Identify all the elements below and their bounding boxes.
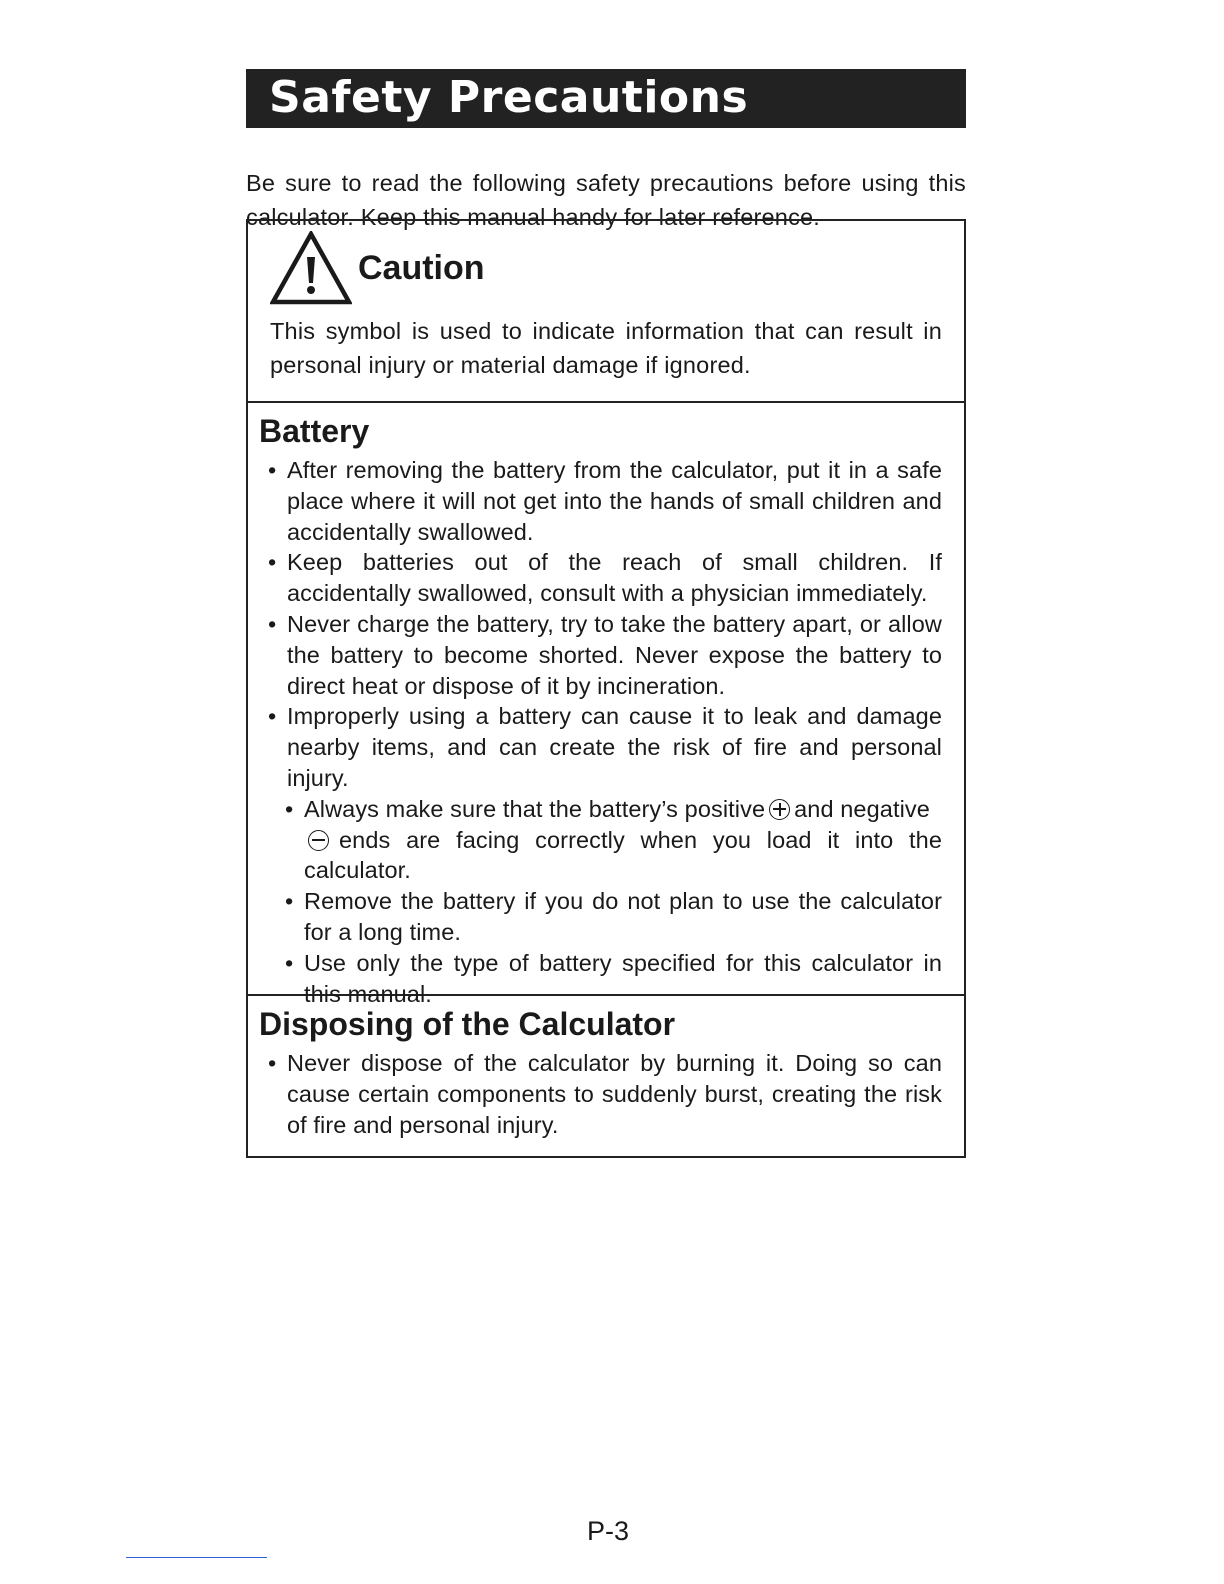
polarity-text-2: and negative bbox=[794, 795, 930, 822]
caution-title: Caution bbox=[358, 249, 485, 287]
list-item: • Keep batteries out of the reach of small children. If accidentally swallowed, consult with a physician immediately. bbox=[268, 547, 942, 609]
page-number: P-3 bbox=[586, 1516, 630, 1546]
disposal-heading: Disposing of the Calculator bbox=[259, 1006, 676, 1042]
precautions-box bbox=[246, 219, 966, 1158]
caution-description: This symbol is used to indicate information that can result in personal injury or material damage if ignored. bbox=[270, 318, 942, 378]
battery-sublist bbox=[268, 794, 942, 1010]
warning-triangle-icon bbox=[270, 231, 352, 305]
battery-heading: Battery bbox=[259, 413, 370, 449]
disposal-section bbox=[248, 996, 964, 1156]
battery-section bbox=[248, 403, 964, 1007]
negative-terminal-icon bbox=[308, 830, 329, 851]
list-item: • Remove the battery if you do not plan to use the calculator for a long time. bbox=[285, 886, 942, 948]
battery-list bbox=[268, 455, 942, 1009]
polarity-text-1: Always make sure that the battery’s positive bbox=[304, 795, 766, 822]
page-title: Safety Precautions bbox=[269, 72, 749, 123]
list-item: • Never dispose of the calculator by burning it. Doing so can cause certain components to suddenly burst, creating the risk of fire and personal injury. bbox=[268, 1048, 942, 1140]
positive-terminal-icon bbox=[769, 799, 790, 820]
caution-section bbox=[248, 221, 964, 403]
intro-paragraph: Be sure to read the following safety precautions before using this calculator. Keep this manual handy for later reference. bbox=[246, 169, 966, 230]
title-bar bbox=[246, 69, 966, 128]
disposal-list bbox=[268, 1048, 942, 1140]
list-item-polarity bbox=[285, 794, 942, 886]
footer-rule bbox=[126, 1557, 267, 1558]
list-item: • Never charge the battery, try to take the battery apart, or allow the battery to become shorted. Never expose the battery to direct heat or dispose of it by incineration. bbox=[268, 609, 942, 701]
list-item: • After removing the battery from the calculator, put it in a safe place where it will not get into the hands of small children and accidentally swallowed. bbox=[268, 455, 942, 547]
polarity-text-3: ends are facing correctly when you load it into the calculator. bbox=[304, 826, 942, 884]
list-item: • Improperly using a battery can cause it to leak and damage nearby items, and can create the risk of fire and personal injury. bbox=[268, 701, 942, 793]
list-item: • Use only the type of battery specified for this calculator in this manual. bbox=[285, 948, 942, 1010]
